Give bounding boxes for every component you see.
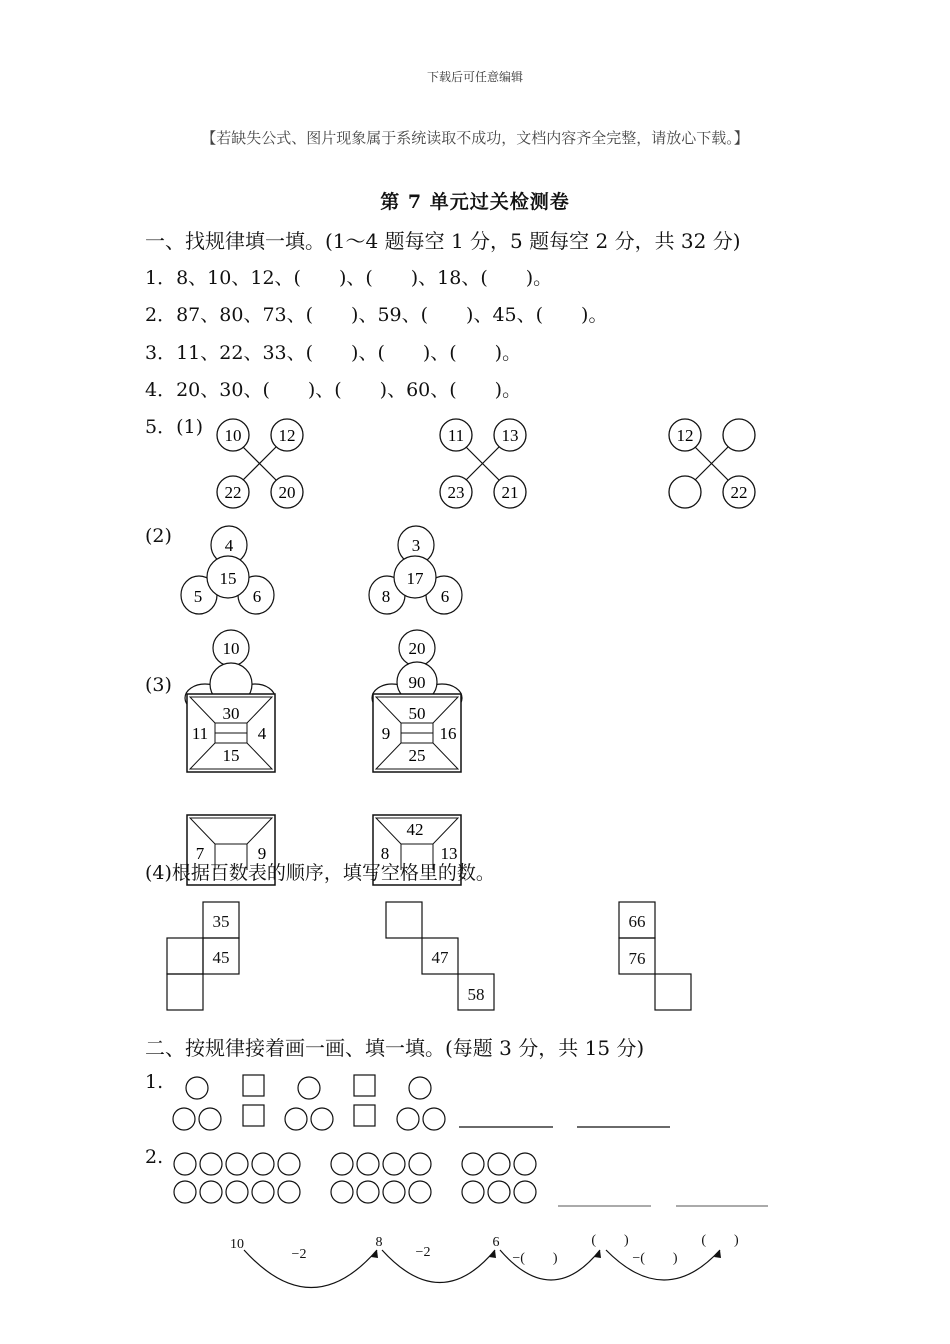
number-grid-2 [386, 902, 494, 1010]
cross-group-2 [440, 419, 526, 508]
flower-1-top: 4 [224, 536, 234, 555]
env-4-top: 42 [406, 820, 424, 839]
section2-heading: 二、按规律接着画一画、填一填。(每题 3 分，共 15 分) [145, 1036, 645, 1060]
grid-2-cell-a: 47 [431, 948, 449, 967]
number-grid-1 [167, 902, 239, 1010]
page-header: 下载后可任意编辑 [426, 70, 523, 84]
env-2-right: 16 [439, 724, 457, 743]
env-2-circle-top: 20 [408, 639, 426, 658]
question-2: 2．87、80、73、( )、59、( )、45、( )。 [145, 304, 608, 326]
flower-2-left: 8 [381, 587, 391, 606]
seq-n8: 8 [375, 1235, 383, 1250]
seq-n6: 6 [492, 1235, 500, 1250]
flower-1 [181, 526, 274, 614]
cross-3-tl: 12 [676, 426, 694, 445]
envelope-figure-2 [372, 630, 462, 772]
env-2-bottom: 25 [408, 746, 426, 765]
env-1-right: 4 [257, 724, 267, 743]
cross-2-bl: 23 [447, 483, 465, 502]
cross-1-br: 20 [278, 483, 296, 502]
circle-rows-q2 [174, 1153, 536, 1203]
part-4-label: (4)根据百数表的顺序，填写空格里的数。 [145, 862, 495, 884]
grid-1-cell-a: 35 [212, 912, 230, 931]
grid-2-cell-b: 58 [467, 985, 485, 1004]
section2-q1-label: 1. [145, 1071, 164, 1093]
env-1-left: 11 [191, 724, 209, 743]
env-2-left: 9 [381, 724, 391, 743]
env-2-circle-mid: 90 [408, 673, 426, 692]
flower-2-right: 6 [440, 587, 450, 606]
number-grid-3 [619, 902, 691, 1010]
seq-op4: −( ) [632, 1251, 678, 1266]
flower-1-right: 6 [252, 587, 262, 606]
section2-q2-label: 2. [145, 1146, 164, 1168]
seq-n10: 10 [230, 1237, 244, 1252]
question-3: 3．11、22、33、( )、( )、( )。 [145, 342, 522, 364]
env-2-top: 50 [408, 704, 426, 723]
flower-1-left: 5 [193, 587, 203, 606]
cross-3-br: 22 [730, 483, 748, 502]
part-2-label: (2) [145, 525, 172, 547]
part-3-label: (3) [145, 674, 172, 696]
pattern-row-1 [186, 1075, 431, 1099]
question-4: 4．20、30、( )、( )、60、( )。 [145, 379, 522, 401]
flower-2-top: 3 [411, 536, 421, 555]
arrow-sequence [230, 1233, 739, 1288]
grid-1-cell-b: 45 [212, 948, 230, 967]
cross-1-bl: 22 [224, 483, 242, 502]
env-1-bottom: 15 [222, 746, 240, 765]
grid-3-cell-b: 76 [628, 949, 646, 968]
seq-op1: −2 [291, 1247, 307, 1262]
seq-op2: −2 [415, 1245, 431, 1260]
flower-2 [369, 526, 462, 614]
env-1-circle-top: 10 [222, 639, 240, 658]
env-4-right: 13 [440, 844, 458, 863]
env-4-left: 8 [380, 844, 390, 863]
cross-group-3 [669, 419, 755, 508]
page-title: 第 7 单元过关检测卷 [380, 191, 570, 213]
seq-op3: −( ) [512, 1251, 558, 1266]
grid-3-cell-a: 66 [628, 912, 646, 931]
env-3-left: 7 [195, 844, 205, 863]
seq-blank-1: ( ) [591, 1233, 629, 1248]
question-5-label: 5．(1) [145, 416, 204, 438]
pattern-row-2 [173, 1105, 445, 1130]
cross-2-tl: 11 [447, 426, 465, 445]
cross-2-br: 21 [501, 483, 519, 502]
cross-1-tl: 10 [224, 426, 242, 445]
flower-1-center: 15 [219, 569, 237, 588]
cross-1-tr: 12 [278, 426, 296, 445]
cross-group-1 [217, 419, 303, 508]
env-3-right: 9 [257, 844, 267, 863]
envelope-figure-1 [185, 630, 275, 772]
cross-2-tr: 13 [501, 426, 519, 445]
question-1: 1．8、10、12、( )、( )、18、( )。 [145, 267, 553, 289]
env-1-top: 30 [222, 704, 240, 723]
section1-heading: 一、找规律填一填。(1～4 题每空 1 分，5 题每空 2 分，共 32 分) [145, 229, 741, 253]
flower-2-center: 17 [406, 569, 424, 588]
seq-blank-2: ( ) [701, 1233, 739, 1248]
download-notice: 【若缺失公式、图片现象属于系统读取不成功，文档内容齐全完整，请放心下载。】 [201, 129, 749, 147]
